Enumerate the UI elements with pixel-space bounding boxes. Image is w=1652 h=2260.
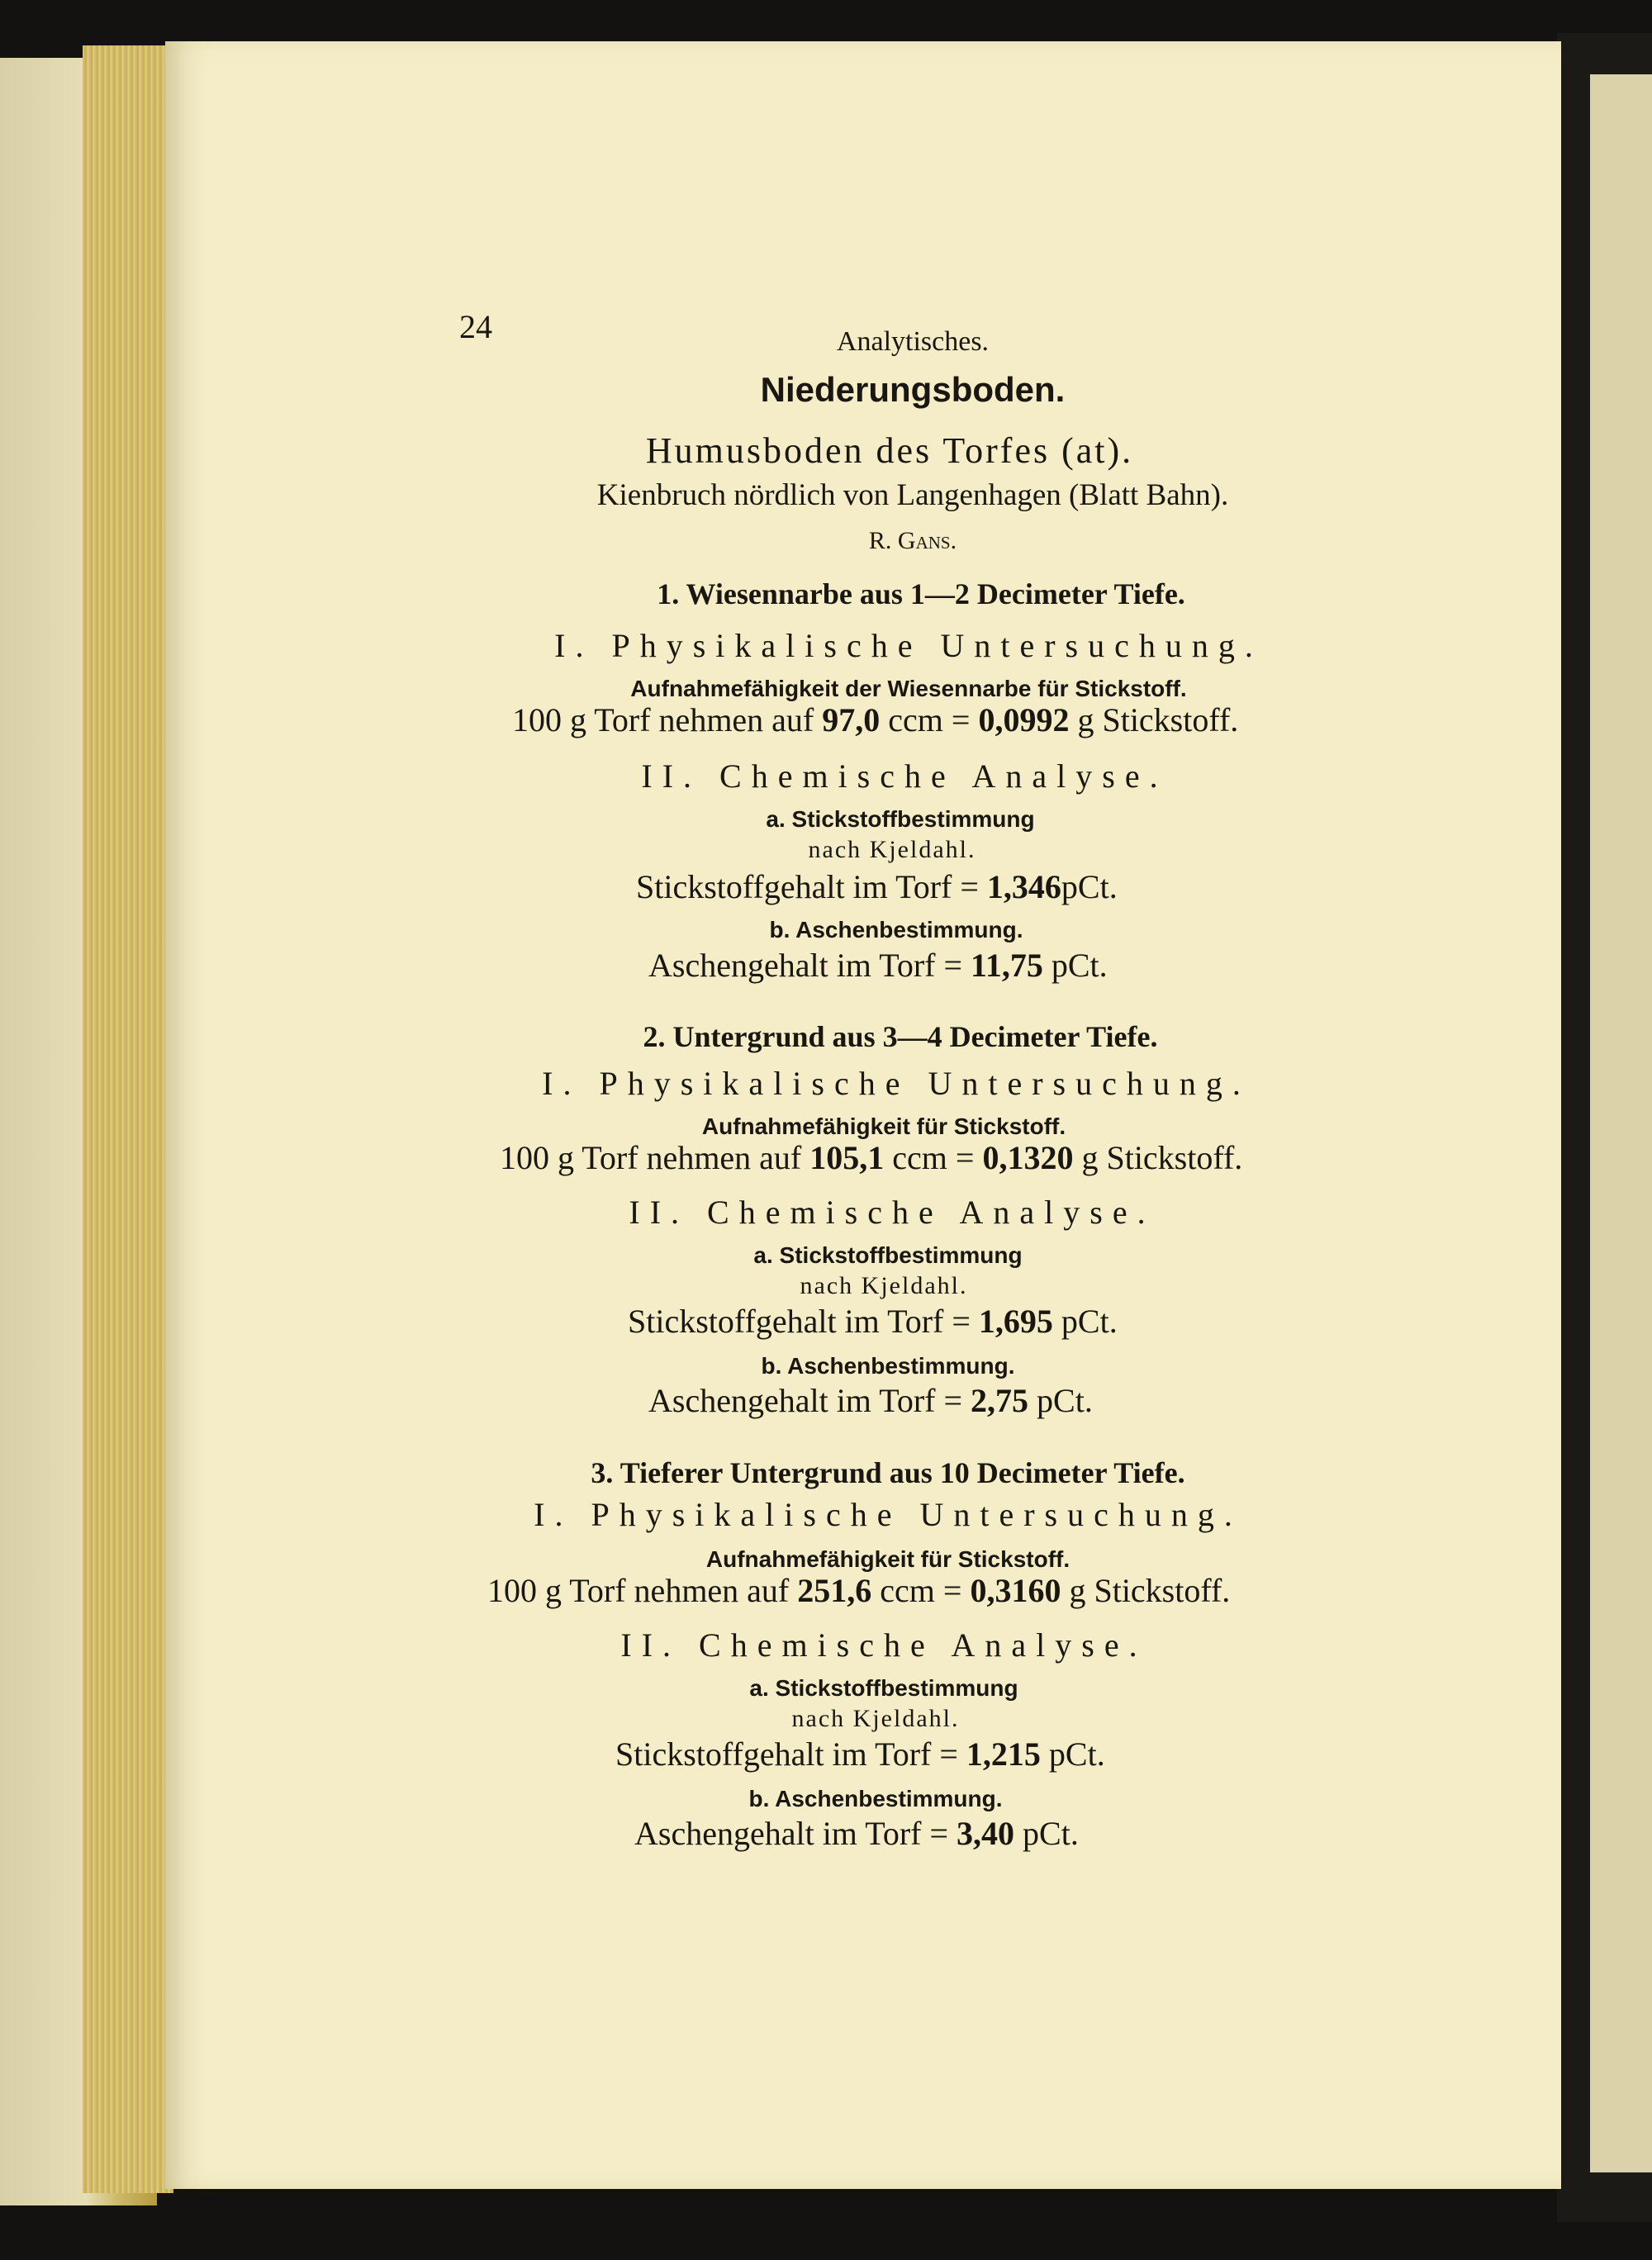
section-2-n-label: a. Stickstoffbestimmung — [753, 1242, 1023, 1268]
location-line: Kienbruch nördlich von Langenhagen (Blatt Bahn). — [596, 478, 1229, 512]
running-title: Analytisches. — [836, 326, 990, 357]
n-value: 1,346 — [986, 868, 1061, 905]
section-3-physical: I. Physikalische Untersuchung. — [534, 1496, 1242, 1533]
capacity-mid: ccm = — [880, 1572, 962, 1609]
subtitle: Humusboden des Torfes (at). — [645, 430, 1134, 471]
section-1-n-line — [636, 867, 1118, 906]
ash-value: 2,75 — [971, 1382, 1029, 1419]
section-1-n-label: a. Stickstoffbestimmung — [766, 806, 1035, 832]
ash-value: 3,40 — [957, 1815, 1015, 1852]
n-unit: pCt. — [1061, 868, 1118, 905]
capacity-tail: g Stickstoff. — [1069, 1572, 1231, 1609]
section-1-chemical: II. Chemische Analyse. — [641, 757, 1168, 795]
section-2-n-line — [628, 1302, 1118, 1341]
section-1-n-method: nach Kjeldahl. — [808, 836, 976, 863]
section-1-ash-label: b. Aschenbestimmung. — [769, 917, 1023, 942]
capacity-g: 0,1320 — [982, 1139, 1074, 1176]
page-title: Niederungsboden. — [760, 370, 1066, 409]
n-unit: pCt. — [1048, 1735, 1105, 1773]
n-value: 1,695 — [978, 1303, 1053, 1340]
section-3-ash-line — [634, 1814, 1079, 1853]
section-2-physical: I. Physikalische Untersuchung. — [542, 1065, 1251, 1102]
ash-lead: Aschengehalt im Torf = — [648, 947, 963, 984]
capacity-ccm: 105,1 — [809, 1139, 885, 1176]
capacity-tail: g Stickstoff. — [1081, 1139, 1243, 1176]
capacity-lead: 100 g Torf nehmen auf — [512, 701, 814, 738]
section-1-heading: 1. Wiesennarbe aus 1—2 Decimeter Tiefe. — [657, 577, 1185, 610]
section-3-capacity-line — [487, 1571, 1230, 1610]
section-3-ash-label: b. Aschenbestimmung. — [748, 1786, 1003, 1811]
section-2-ash-line — [648, 1381, 1093, 1420]
section-2-capacity-line — [500, 1138, 1242, 1177]
section-3-heading: 3. Tieferer Untergrund aus 10 Decimeter Tiefe. — [591, 1456, 1185, 1489]
section-3-n-label: a. Stickstoffbestimmung — [749, 1675, 1018, 1701]
section-2-n-method: nach Kjeldahl. — [800, 1272, 968, 1299]
ash-lead: Aschengehalt im Torf = — [648, 1382, 963, 1419]
capacity-lead: 100 g Torf nehmen auf — [500, 1139, 802, 1176]
page-number: 24 — [459, 308, 492, 345]
capacity-mid: ccm = — [888, 701, 971, 738]
capacity-ccm: 251,6 — [797, 1572, 872, 1609]
facing-page-edge — [1590, 74, 1652, 2172]
capacity-g: 0,0992 — [978, 701, 1070, 738]
ash-unit: pCt. — [1051, 947, 1108, 984]
section-3-n-line — [615, 1735, 1105, 1773]
section-2-heading: 2. Untergrund aus 3—4 Decimeter Tiefe. — [643, 1020, 1158, 1053]
page-stack — [83, 45, 173, 2193]
capacity-mid: ccm = — [892, 1139, 975, 1176]
ash-unit: pCt. — [1023, 1815, 1079, 1852]
n-lead: Stickstoffgehalt im Torf = — [628, 1303, 971, 1340]
n-unit: pCt. — [1061, 1303, 1118, 1340]
section-3-chemical: II. Chemische Analyse. — [620, 1626, 1147, 1664]
section-3-capacity-label: Aufnahmefähigkeit für Stickstoff. — [705, 1546, 1070, 1572]
n-value: 1,215 — [966, 1735, 1041, 1773]
ash-lead: Aschengehalt im Torf = — [634, 1815, 949, 1852]
ash-unit: pCt. — [1037, 1382, 1093, 1419]
capacity-ccm: 97,0 — [822, 701, 881, 738]
section-1-physical: I. Physikalische Untersuchung. — [554, 627, 1263, 664]
capacity-lead: 100 g Torf nehmen auf — [487, 1572, 790, 1609]
section-2-capacity-label: Aufnahmefähigkeit für Stickstoff. — [701, 1113, 1066, 1139]
n-lead: Stickstoffgehalt im Torf = — [636, 868, 979, 905]
section-2-chemical: II. Chemische Analyse. — [629, 1194, 1156, 1231]
capacity-g: 0,3160 — [970, 1572, 1061, 1609]
n-lead: Stickstoffgehalt im Torf = — [615, 1735, 958, 1773]
section-1-capacity-label: Aufnahmefähigkeit der Wiesennarbe für Stickstoff. — [630, 676, 1187, 701]
section-1-capacity-line — [512, 700, 1238, 739]
author: R. Gans. — [868, 527, 957, 554]
ash-value: 11,75 — [971, 947, 1043, 984]
section-2-ash-label: b. Aschenbestimmung. — [761, 1353, 1015, 1379]
section-3-n-method: nach Kjeldahl. — [791, 1705, 960, 1732]
capacity-tail: g Stickstoff. — [1077, 701, 1239, 738]
section-1-ash-line — [648, 946, 1108, 985]
